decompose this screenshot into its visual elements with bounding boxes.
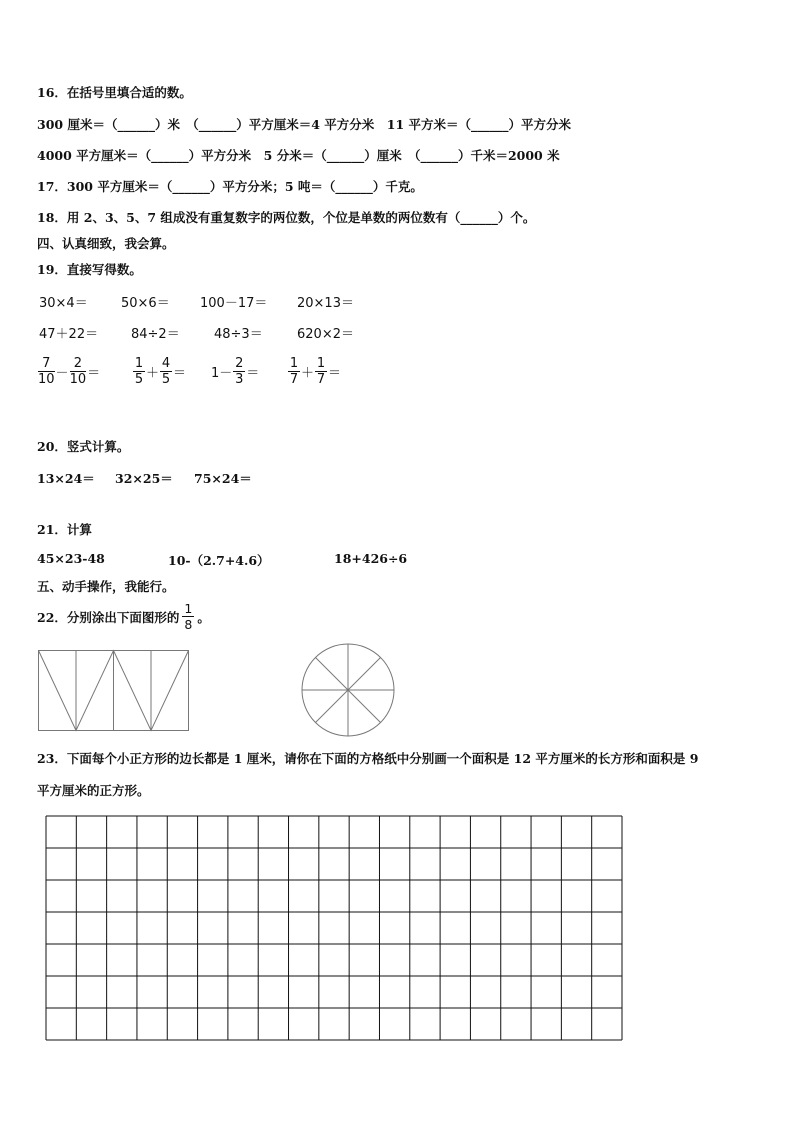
q19-item: 48÷3＝ (214, 327, 263, 342)
numerator: 1 (134, 356, 144, 371)
q23-line2: 平方厘米的正方形。 (37, 783, 150, 798)
circle-figure (301, 643, 395, 737)
q21-item: 45×23-48 (37, 551, 105, 566)
q19-item: 20×13＝ (297, 296, 354, 311)
q19-item: 30×4＝ (39, 296, 88, 311)
q22-prefix: 22．分别涂出下面图形的 (37, 609, 180, 625)
q19-fraction-item (37, 356, 100, 387)
operator: － (55, 366, 69, 381)
q16-row2: 4000 平方厘米＝（______）平方分米 5 分米＝（______）厘米 （______）千米＝2000 米 (37, 148, 560, 163)
q21-item: 18+426÷6 (334, 551, 408, 566)
denominator: 5 (161, 372, 171, 387)
numerator: 7 (42, 356, 51, 371)
numerator: 1 (289, 356, 299, 371)
section5-heading: 五、动手操作，我能行。 (37, 579, 175, 594)
q20-title: 20．竖式计算。 (37, 439, 130, 454)
numerator: 2 (73, 356, 82, 371)
numerator: 2 (235, 356, 244, 371)
q19-item: 47＋22＝ (39, 327, 99, 342)
q19-item: 620×2＝ (297, 327, 354, 342)
operator: ＋ (146, 366, 160, 381)
denominator: 5 (134, 372, 144, 387)
numerator: 1 (184, 601, 193, 616)
rectangle-figure (38, 650, 190, 732)
q17: 17．300 平方厘米＝（______）平方分米；5 吨＝（______）千克。 (37, 179, 423, 194)
denominator: 10 (38, 372, 55, 387)
q16-title: 16．在括号里填合适的数。 (37, 85, 192, 100)
q19-item: 100－17＝ (200, 296, 268, 311)
q20-item: 75×24＝ (194, 471, 252, 486)
section4-heading: 四、认真细致，我会算。 (37, 236, 175, 251)
denominator: 7 (289, 372, 299, 387)
q19-title: 19．直接写得数。 (37, 262, 142, 277)
whole-part: 1－ (211, 366, 233, 381)
q16-row1: 300 厘米＝（______）米 （______）平方厘米＝4 平方分米 11 平方米＝（______）平方分米 (37, 117, 571, 132)
q20-item: 13×24＝ (37, 471, 95, 486)
denominator: 10 (69, 372, 87, 387)
equals: ＝ (328, 366, 342, 381)
operator: ＋ (301, 366, 315, 381)
q21-item: 10-（2.7+4.6） (168, 553, 270, 568)
numerator: 4 (161, 356, 171, 371)
q21-title: 21．计算 (37, 522, 92, 537)
q19-fraction-item (211, 356, 259, 387)
denominator: 8 (184, 617, 193, 632)
q18: 18．用 2、3、5、7 组成没有重复数字的两位数，个位是单数的两位数有（______）个。 (37, 210, 536, 225)
q19-fraction-item (132, 356, 186, 387)
equals: ＝ (173, 366, 187, 381)
numerator: 1 (316, 356, 326, 371)
q19-item: 84÷2＝ (131, 327, 180, 342)
q22-suffix: 。 (197, 609, 210, 625)
denominator: 7 (316, 372, 326, 387)
equals: ＝ (246, 366, 260, 381)
q19-item: 50×6＝ (121, 296, 170, 311)
q20-item: 32×25＝ (115, 471, 173, 486)
q23-line1: 23．下面每个小正方形的边长都是 1 厘米，请你在下面的方格纸中分别画一个面积是 12 平方厘米的长方形和面积是 9 (37, 751, 699, 766)
q19-fraction-item (287, 356, 341, 387)
square-grid[interactable] (45, 815, 623, 1041)
q22-title (37, 601, 210, 632)
denominator: 3 (235, 372, 244, 387)
equals: ＝ (87, 366, 101, 381)
